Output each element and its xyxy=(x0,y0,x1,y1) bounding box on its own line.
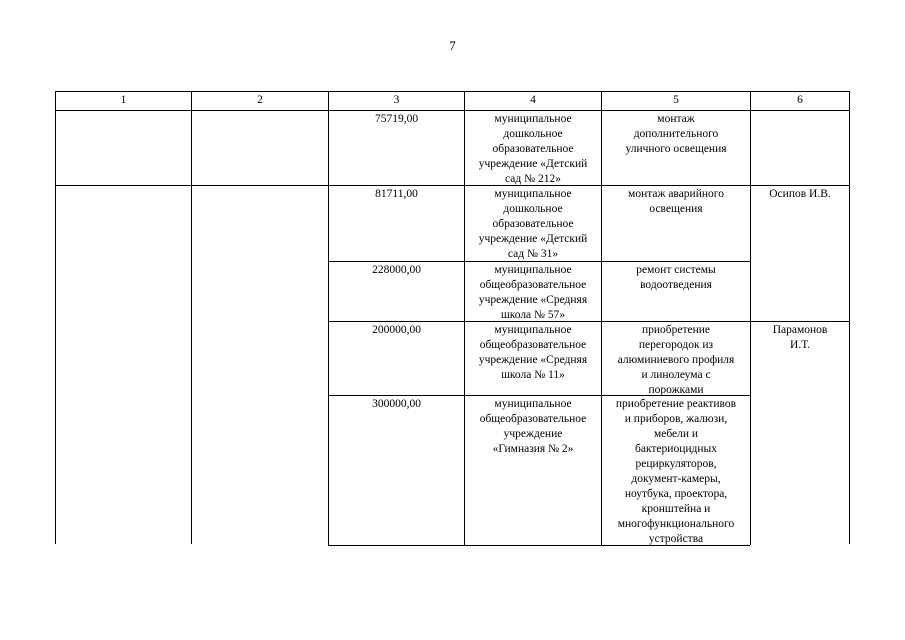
amount-cell: 228000,00 xyxy=(372,264,421,276)
work-cell: монтаж дополнительного уличного освещения xyxy=(625,113,727,155)
col-line xyxy=(849,91,850,544)
header-cell: 3 xyxy=(393,94,400,106)
institution-cell: муниципальное общеобразовательное учреждение «Средняя школа № 57» xyxy=(478,264,588,321)
amount-cell: 75719,00 xyxy=(374,113,419,125)
institution-cell: муниципальное дошкольное образовательное учреждение «Детский сад № 212» xyxy=(478,113,588,185)
work-cell: приобретение реактивов и приборов, жалюзи, мебели и бактериоцидных рециркуляторов, документ-камеры, ноутбука, проектора, кронштейна и многофункционального устройства xyxy=(615,398,737,545)
table-border-top xyxy=(55,91,850,92)
row-line xyxy=(55,185,850,186)
institution-cell: муниципальное общеобразовательное учреждение «Средняя школа № 11» xyxy=(478,324,588,381)
amount-cell: 300000,00 xyxy=(372,398,421,410)
amount-cell: 200000,00 xyxy=(372,324,421,336)
header-cell: 1 xyxy=(120,94,127,106)
page-number: 7 xyxy=(449,38,456,53)
header-cell: 5 xyxy=(673,94,679,106)
institution-cell: муниципальное общеобразовательное учреждение «Гимназия № 2» xyxy=(479,398,587,455)
header-cell: 6 xyxy=(797,94,803,106)
responsible-person-cell: Парамонов И.Т. xyxy=(772,324,828,351)
col-line xyxy=(328,91,329,545)
responsible-person-cell: Осипов И.В. xyxy=(769,188,831,200)
header-cell: 4 xyxy=(530,94,536,106)
work-cell: приобретение перегородок из алюминиевого профиля и линолеума с порожками xyxy=(617,324,735,396)
col-line xyxy=(750,91,751,545)
header-bottom-line xyxy=(55,110,850,111)
work-cell: монтаж аварийного освещения xyxy=(628,188,724,215)
header-cell: 2 xyxy=(257,94,263,106)
institution-cell: муниципальное дошкольное образовательное учреждение «Детский сад № 31» xyxy=(478,188,588,260)
amount-cell: 81711,00 xyxy=(375,188,418,200)
col-line xyxy=(55,91,56,544)
work-cell: ремонт системы водоотведения xyxy=(636,264,716,291)
col-line xyxy=(191,91,192,544)
